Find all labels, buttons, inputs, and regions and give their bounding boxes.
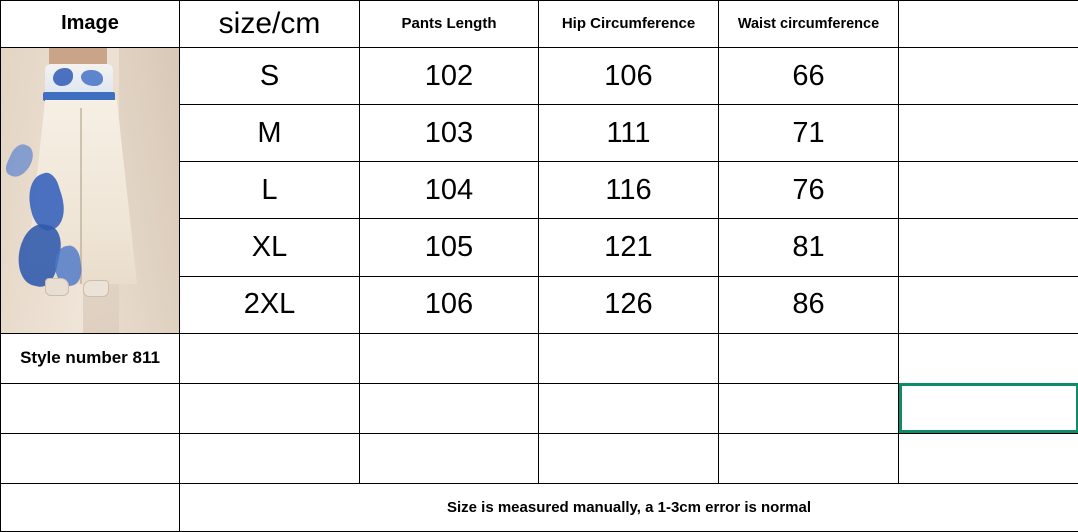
cell-empty xyxy=(899,333,1078,383)
cell-size: S xyxy=(180,47,360,104)
sandal-left xyxy=(45,278,69,296)
cell-empty xyxy=(1,433,180,483)
empty-row xyxy=(1,383,1078,433)
cell-size: 2XL xyxy=(180,276,360,333)
cell-blank xyxy=(899,105,1078,162)
cell-blank xyxy=(899,47,1078,104)
measurement-note: Size is measured manually, a 1-3cm error is normal xyxy=(180,483,1078,531)
cell-empty xyxy=(360,433,539,483)
table-row xyxy=(1,47,1078,104)
product-image-cell xyxy=(1,47,180,333)
cell-empty xyxy=(899,433,1078,483)
cell-waist: 76 xyxy=(719,162,899,219)
cell-waist: 71 xyxy=(719,105,899,162)
sandal-right xyxy=(83,280,109,297)
header-pants-length: Pants Length xyxy=(360,1,539,48)
cell-empty xyxy=(180,333,360,383)
cell-empty xyxy=(1,383,180,433)
header-size: size/cm xyxy=(180,1,360,48)
style-number-row xyxy=(1,333,1078,383)
cell-empty xyxy=(719,383,899,433)
cell-waist: 86 xyxy=(719,276,899,333)
cell-pants-length: 104 xyxy=(360,162,539,219)
cell-hip: 121 xyxy=(539,219,719,276)
header-image: Image xyxy=(1,1,180,48)
cell-empty xyxy=(719,333,899,383)
cell-pants-length: 106 xyxy=(360,276,539,333)
cell-pants-length: 103 xyxy=(360,105,539,162)
cell-style-number: Style number 811 xyxy=(1,333,180,383)
cell-blank xyxy=(899,162,1078,219)
cell-empty xyxy=(539,433,719,483)
cell-empty xyxy=(180,383,360,433)
cell-empty xyxy=(180,433,360,483)
cell-hip: 116 xyxy=(539,162,719,219)
cell-pants-length: 102 xyxy=(360,47,539,104)
cell-waist: 81 xyxy=(719,219,899,276)
pants-waistband xyxy=(43,92,115,101)
cell-empty xyxy=(539,383,719,433)
cell-blank xyxy=(899,219,1078,276)
cell-hip: 111 xyxy=(539,105,719,162)
cell-waist: 66 xyxy=(719,47,899,104)
cell-empty xyxy=(1,483,180,531)
cell-pants-length: 105 xyxy=(360,219,539,276)
cell-empty xyxy=(539,333,719,383)
empty-row xyxy=(1,433,1078,483)
header-hip-circumference: Hip Circumference xyxy=(539,1,719,48)
selected-cell[interactable] xyxy=(899,383,1078,433)
header-waist-circumference: Waist circumference xyxy=(719,1,899,48)
cell-size: M xyxy=(180,105,360,162)
cell-size: XL xyxy=(180,219,360,276)
cell-size: L xyxy=(180,162,360,219)
cell-empty xyxy=(719,433,899,483)
pants-center-seam xyxy=(80,108,82,284)
cell-hip: 126 xyxy=(539,276,719,333)
table-header-row xyxy=(1,1,1078,48)
product-photo xyxy=(1,48,180,333)
header-blank xyxy=(899,1,1078,48)
photo-backdrop-right xyxy=(119,48,179,333)
cell-empty xyxy=(360,333,539,383)
cell-hip: 106 xyxy=(539,47,719,104)
footer-row xyxy=(1,483,1078,531)
cell-empty xyxy=(360,383,539,433)
top-floral-motif-b xyxy=(81,70,103,86)
cell-blank xyxy=(899,276,1078,333)
